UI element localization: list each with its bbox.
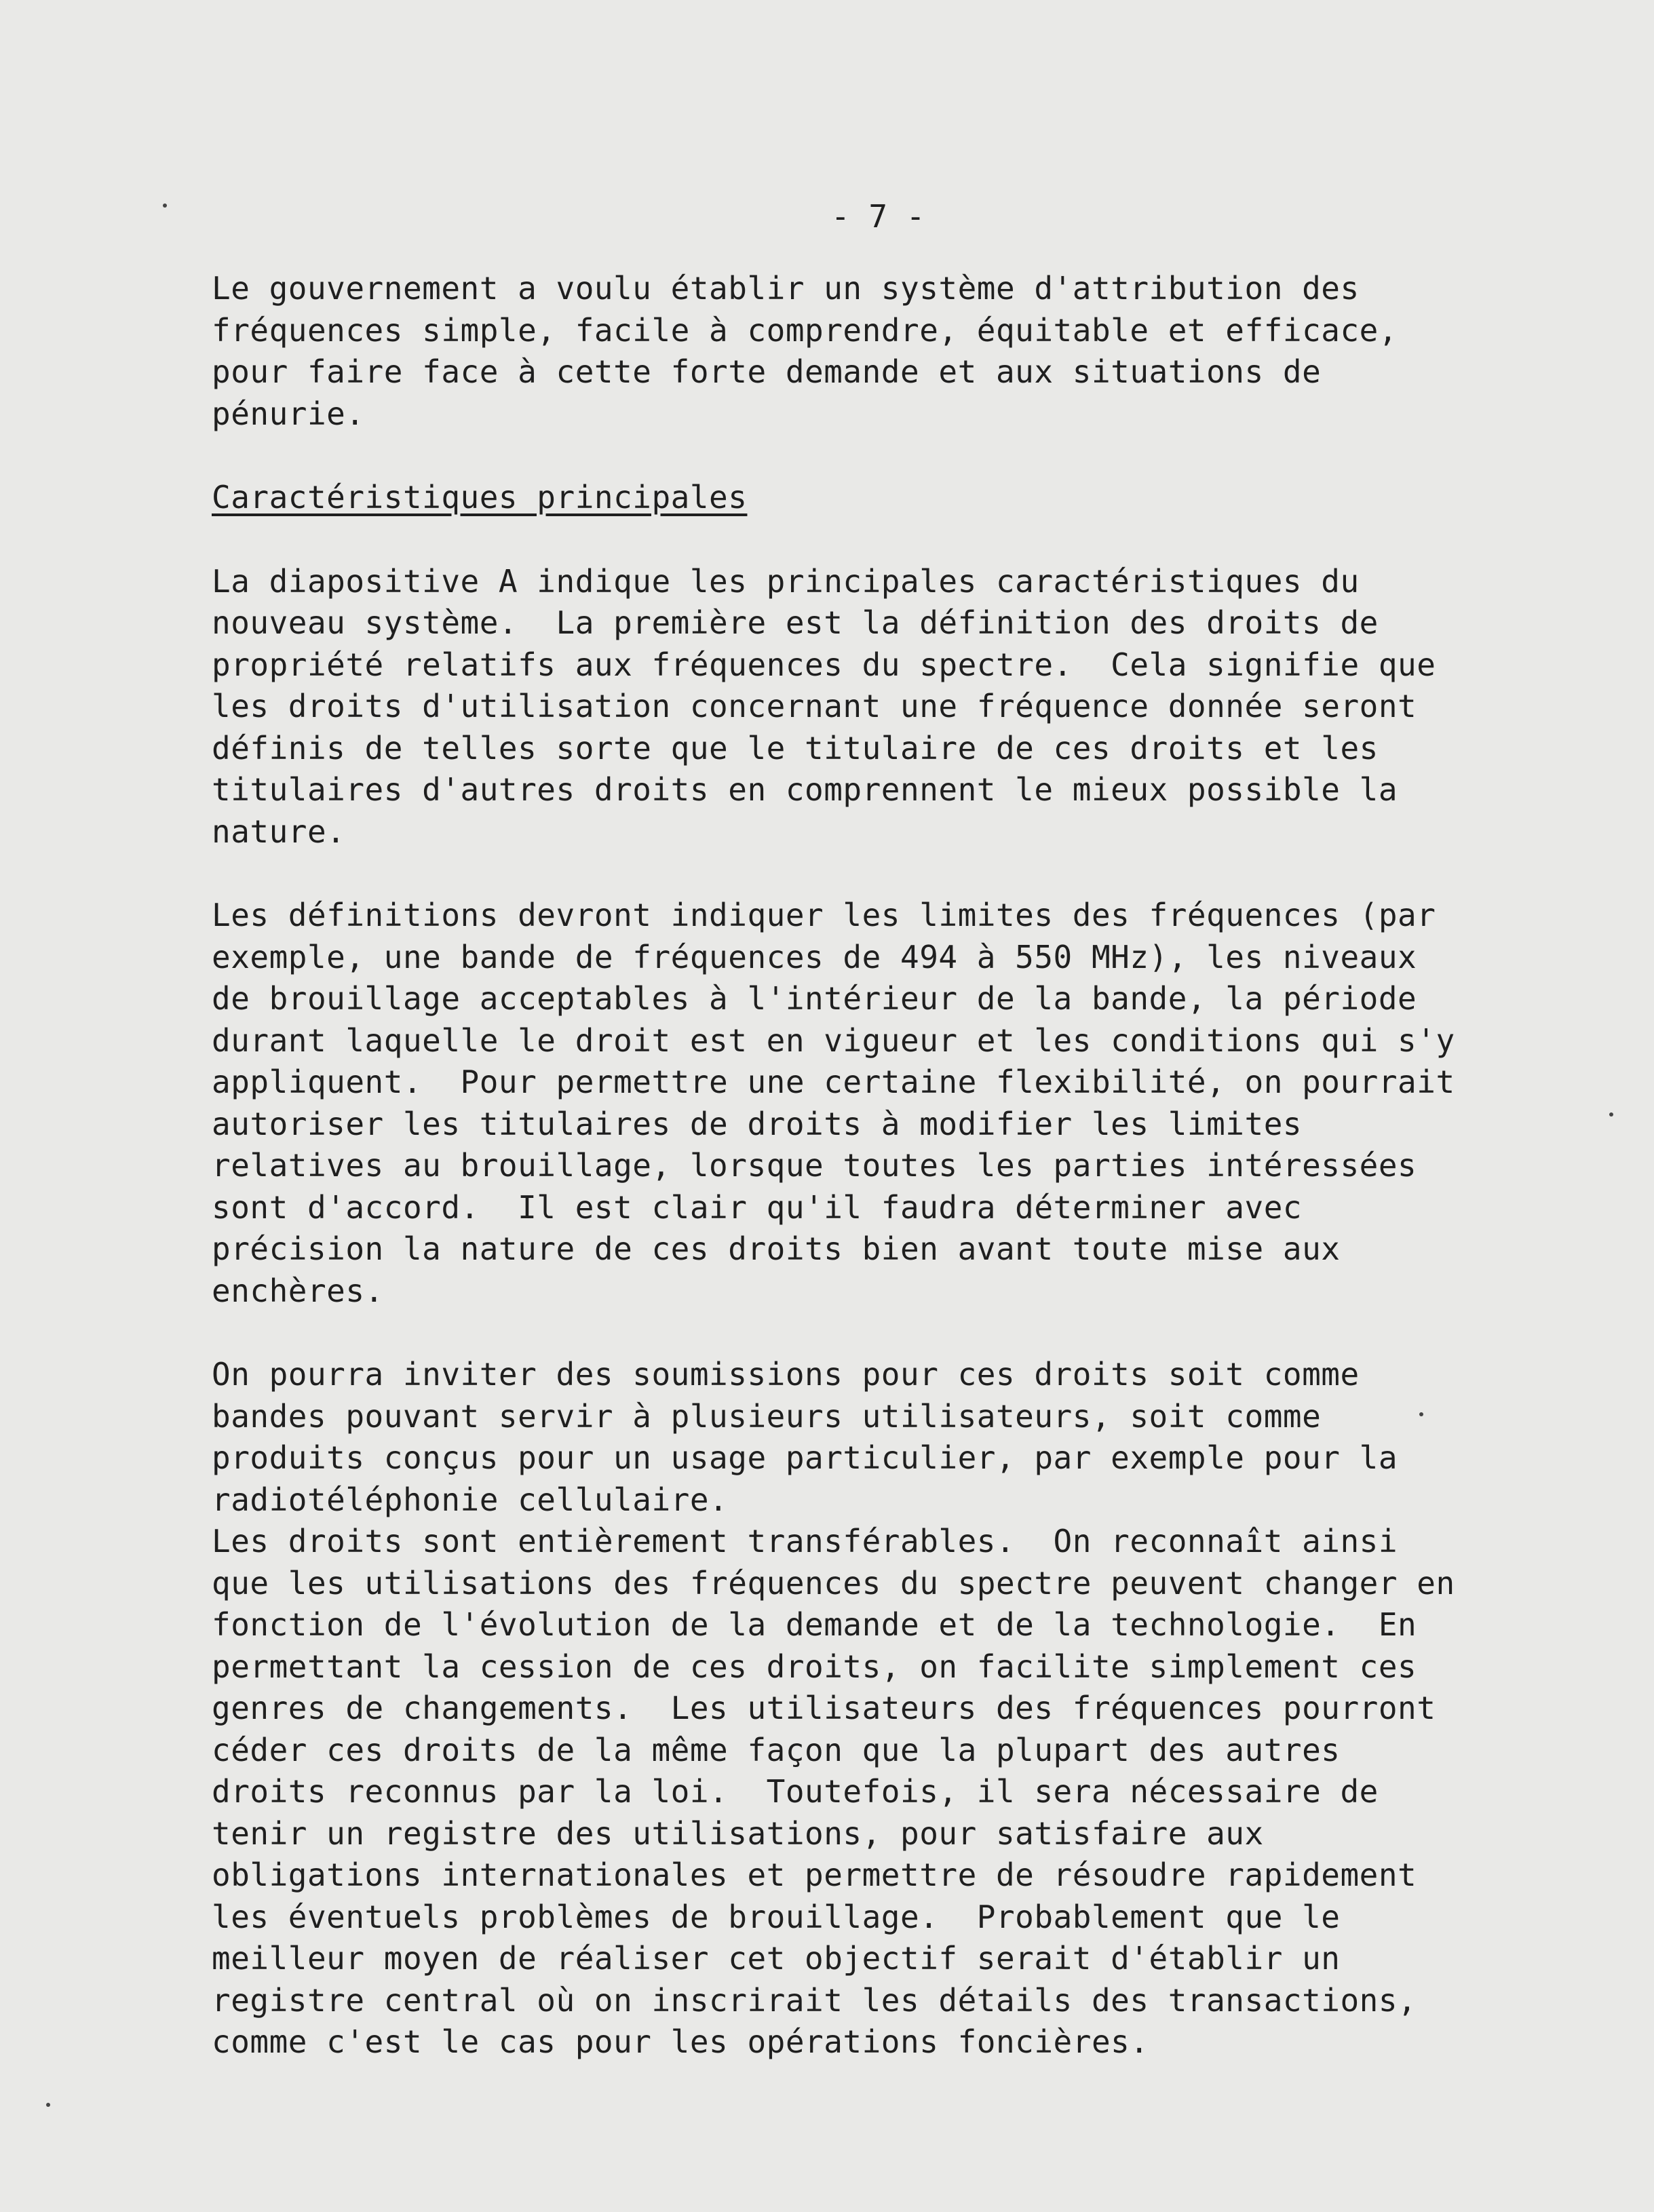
text-line: fonction de l'évolution de la demande et de la technologie. En [212,1606,1417,1643]
text-line: enchères. [212,1272,384,1309]
section-heading: Caractéristiques principales [212,479,748,516]
text-line: produits conçus pour un usage particulier, par exemple pour la [212,1439,1398,1476]
text-line: précision la nature de ces droits bien avant toute mise aux [212,1230,1341,1267]
text-line: durant laquelle le droit est en vigueur et les conditions qui s'y [212,1022,1455,1059]
text-line: que les utilisations des fréquences du spectre peuvent changer en [212,1564,1455,1602]
text-line: pénurie. [212,395,365,432]
text-line: de brouillage acceptables à l'intérieur de la bande, la période [212,980,1417,1017]
text-line: les droits d'utilisation concernant une fréquence donnée seront [212,688,1417,724]
paragraph-diapositive [212,561,1596,853]
text-line: radiotéléphonie cellulaire. [212,1481,729,1518]
page-number: - 7 - [831,198,925,235]
text-line: propriété relatifs aux fréquences du spectre. Cela signifie que [212,646,1436,683]
text-line: sont d'accord. Il est clair qu'il faudra déterminer avec [212,1188,1303,1226]
text-line: genres de changements. Les utilisateurs des fréquences pourront [212,1690,1436,1726]
body-text [212,268,1596,2063]
text-line: Les définitions devront indiquer les limites des fréquences (par [212,897,1436,933]
paper-speck [46,2103,50,2107]
text-line: les éventuels problèmes de brouillage. Probablement que le [212,1898,1341,1935]
paragraph-transferables [212,1521,1596,2063]
text-line: registre central où on inscrirait les détails des transactions, [212,1981,1417,2019]
text-line: obligations internationales et permettre de résoudre rapidement [212,1857,1417,1893]
text-line: titulaires d'autres droits en comprennent le mieux possible la [212,771,1398,808]
section-heading-block [212,477,1596,519]
paper-speck [163,203,167,208]
paper-speck [1609,1112,1613,1117]
text-line: Les droits sont entièrement transférables. On reconnaît ainsi [212,1523,1398,1559]
paper-speck [1419,1412,1423,1416]
text-line: bandes pouvant servir à plusieurs utilisateurs, soit comme [212,1397,1322,1435]
text-line: autoriser les titulaires de droits à modifier les limites [212,1105,1303,1142]
text-line: meilleur moyen de réaliser cet objectif serait d'établir un [212,1940,1341,1977]
text-line: exemple, une bande de fréquences de 494 à 550 MHz), les niveaux [212,938,1417,975]
text-line: On pourra inviter des soumissions pour ces droits soit comme [212,1356,1360,1393]
text-line: pour faire face à cette forte demande et aux situations de [212,353,1322,390]
text-line: permettant la cession de ces droits, on facilite simplement ces [212,1648,1417,1685]
text-line: céder ces droits de la même façon que la plupart des autres [212,1731,1341,1768]
text-line: droits reconnus par la loi. Toutefois, il sera nécessaire de [212,1773,1379,1810]
text-line: tenir un registre des utilisations, pour satisfaire aux [212,1815,1264,1852]
text-line: relatives au brouillage, lorsque toutes les parties intéressées [212,1147,1417,1184]
paragraph-definitions [212,895,1596,1312]
text-line: fréquences simple, facile à comprendre, équitable et efficace, [212,311,1398,349]
text-line: comme c'est le cas pour les opérations foncières. [212,2023,1149,2060]
text-line: définis de telles sorte que le titulaire de ces droits et les [212,729,1379,767]
text-line: nouveau système. La première est la définition des droits de [212,604,1379,641]
paragraph-soumissions [212,1354,1596,1521]
text-line: nature. [212,813,346,850]
text-line: appliquent. Pour permettre une certaine flexibilité, on pourrait [212,1064,1455,1100]
text-line: Le gouvernement a voulu établir un système d'attribution des [212,270,1360,307]
text-line: La diapositive A indique les principales caractéristiques du [212,562,1360,600]
paragraph-intro [212,268,1596,435]
